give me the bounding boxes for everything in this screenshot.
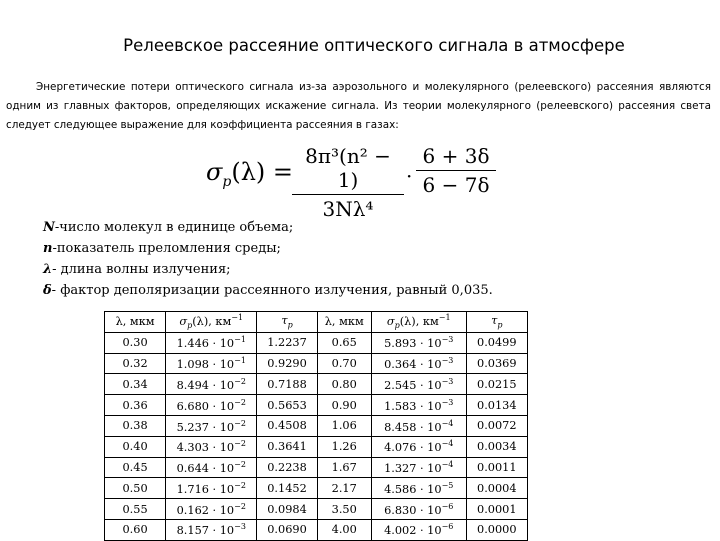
cell-sigma: $0.364 \cdot 10^{-3}$ bbox=[371, 353, 466, 374]
cell-tau: 0.9290 bbox=[257, 353, 317, 374]
cell-tau: 1.2237 bbox=[257, 332, 317, 353]
formula-lhs bbox=[206, 158, 293, 190]
cell-sigma: $8.157 \cdot 10^{-3}$ bbox=[166, 519, 257, 540]
formula-dot: · bbox=[406, 164, 413, 188]
cell-tau: 0.0690 bbox=[257, 519, 317, 540]
definition-line bbox=[43, 217, 493, 238]
definition-text: -показатель преломления среды; bbox=[52, 241, 281, 256]
header-tau-1: $\tau_p$ bbox=[257, 312, 317, 333]
cell-tau: 0.4508 bbox=[257, 415, 317, 436]
cell-sigma: $8.458 \cdot 10^{-4}$ bbox=[371, 415, 466, 436]
cell-lambda: 0.65 bbox=[317, 332, 371, 353]
cell-tau: 0.0072 bbox=[466, 415, 527, 436]
cell-sigma: $6.680 \cdot 10^{-2}$ bbox=[166, 395, 257, 416]
definition-symbol: δ bbox=[43, 283, 52, 298]
definition-line bbox=[43, 259, 493, 280]
cell-lambda: 0.60 bbox=[105, 519, 166, 540]
cell-sigma: $4.002 \cdot 10^{-6}$ bbox=[371, 519, 466, 540]
table-row bbox=[105, 499, 528, 520]
cell-lambda: 0.55 bbox=[105, 499, 166, 520]
cell-tau: 0.0215 bbox=[466, 374, 527, 395]
rayleigh-formula bbox=[206, 144, 506, 221]
cell-tau: 0.0034 bbox=[466, 436, 527, 457]
header-lambda-2: λ, мкм bbox=[317, 312, 371, 333]
cell-tau: 0.5653 bbox=[257, 395, 317, 416]
cell-lambda: 1.26 bbox=[317, 436, 371, 457]
scattering-table bbox=[104, 311, 528, 541]
formula-fraction-2 bbox=[416, 144, 496, 197]
header-sigma-2: $\sigma_p(\lambda)$, $км^{-1}$ bbox=[371, 312, 466, 333]
cell-lambda: 4.00 bbox=[317, 519, 371, 540]
definition-symbol: λ bbox=[43, 262, 53, 277]
formula-lhs-arg: (λ) = bbox=[231, 158, 294, 186]
cell-lambda: 2.17 bbox=[317, 478, 371, 499]
cell-lambda: 0.90 bbox=[317, 395, 371, 416]
definition-text: - длина волны излучения; bbox=[52, 262, 231, 277]
cell-sigma: $1.716 \cdot 10^{-2}$ bbox=[166, 478, 257, 499]
formula-sigma: σ bbox=[206, 158, 223, 186]
cell-sigma: $1.098 \cdot 10^{-1}$ bbox=[166, 353, 257, 374]
cell-tau: 0.0000 bbox=[466, 519, 527, 540]
cell-lambda: 3.50 bbox=[317, 499, 371, 520]
cell-sigma: $8.494 \cdot 10^{-2}$ bbox=[166, 374, 257, 395]
cell-sigma: $1.583 \cdot 10^{-3}$ bbox=[371, 395, 466, 416]
cell-sigma: $1.327 \cdot 10^{-4}$ bbox=[371, 457, 466, 478]
cell-lambda: 0.80 bbox=[317, 374, 371, 395]
definition-symbol: N bbox=[43, 220, 55, 235]
table-header-row bbox=[105, 312, 528, 333]
table-row bbox=[105, 519, 528, 540]
cell-sigma: $1.446 \cdot 10^{-1}$ bbox=[166, 332, 257, 353]
formula-sigma-sub: p bbox=[222, 173, 232, 190]
header-sigma-1: $\sigma_p(\lambda)$, $км^{-1}$ bbox=[166, 312, 257, 333]
cell-tau: 0.3641 bbox=[257, 436, 317, 457]
table-row bbox=[105, 457, 528, 478]
header-lambda-1: λ, мкм bbox=[105, 312, 166, 333]
definition-text: - фактор деполяризации рассеянного излучения, равный 0,035. bbox=[51, 283, 493, 298]
cell-lambda: 0.32 bbox=[105, 353, 166, 374]
fraction-2-numerator: 6 + 3δ bbox=[422, 144, 490, 168]
cell-lambda: 1.67 bbox=[317, 457, 371, 478]
cell-tau: 0.2238 bbox=[257, 457, 317, 478]
cell-sigma: $4.076 \cdot 10^{-4}$ bbox=[371, 436, 466, 457]
cell-lambda: 0.36 bbox=[105, 395, 166, 416]
cell-lambda: 0.50 bbox=[105, 478, 166, 499]
table-row bbox=[105, 415, 528, 436]
cell-sigma: $5.237 \cdot 10^{-2}$ bbox=[166, 415, 257, 436]
cell-lambda: 0.30 bbox=[105, 332, 166, 353]
cell-tau: 0.0369 bbox=[466, 353, 527, 374]
cell-sigma: $0.644 \cdot 10^{-2}$ bbox=[166, 457, 257, 478]
cell-lambda: 1.06 bbox=[317, 415, 371, 436]
table-body bbox=[105, 332, 528, 540]
cell-tau: 0.0984 bbox=[257, 499, 317, 520]
fraction-1-denominator: 3Nλ⁴ bbox=[322, 197, 374, 221]
definition-line bbox=[43, 238, 493, 259]
definition-line bbox=[43, 280, 493, 301]
slide-title: Релеевское рассеяние оптического сигнала в атмосфере bbox=[123, 36, 625, 55]
cell-tau: 0.0134 bbox=[466, 395, 527, 416]
table-row bbox=[105, 374, 528, 395]
cell-sigma: $4.586 \cdot 10^{-5}$ bbox=[371, 478, 466, 499]
cell-sigma: $6.830 \cdot 10^{-6}$ bbox=[371, 499, 466, 520]
fraction-1-bar bbox=[292, 194, 404, 195]
cell-sigma: $4.303 \cdot 10^{-2}$ bbox=[166, 436, 257, 457]
fraction-2-denominator: 6 − 7δ bbox=[422, 173, 490, 197]
cell-lambda: 0.45 bbox=[105, 457, 166, 478]
cell-sigma: $0.162 \cdot 10^{-2}$ bbox=[166, 499, 257, 520]
cell-lambda: 0.40 bbox=[105, 436, 166, 457]
intro-paragraph: Энергетические потери оптического сигнала из-за аэрозольного и молекулярного (релеевского) рассеяния являются одним из главных факторов, определяющих искажение сигнала. Из теории молекулярного (релеевского) рассеяния света следует следующее выражение для коэффициента рассеяния в газах: bbox=[6, 81, 711, 131]
fraction-2-bar bbox=[416, 170, 496, 171]
symbol-definitions bbox=[43, 217, 493, 301]
cell-sigma: $2.545 \cdot 10^{-3}$ bbox=[371, 374, 466, 395]
cell-sigma: $5.893 \cdot 10^{-3}$ bbox=[371, 332, 466, 353]
cell-tau: 0.0004 bbox=[466, 478, 527, 499]
table-row bbox=[105, 395, 528, 416]
cell-tau: 0.1452 bbox=[257, 478, 317, 499]
header-tau-2: $\tau_p$ bbox=[466, 312, 527, 333]
table-row bbox=[105, 436, 528, 457]
fraction-1-numerator: 8π³(n² − 1) bbox=[305, 144, 391, 192]
cell-tau: 0.0011 bbox=[466, 457, 527, 478]
cell-tau: 0.7188 bbox=[257, 374, 317, 395]
cell-tau: 0.0001 bbox=[466, 499, 527, 520]
cell-lambda: 0.34 bbox=[105, 374, 166, 395]
definition-symbol: n bbox=[43, 241, 53, 256]
formula-fraction-1 bbox=[292, 144, 404, 221]
cell-lambda: 0.70 bbox=[317, 353, 371, 374]
cell-tau: 0.0499 bbox=[466, 332, 527, 353]
table-row bbox=[105, 478, 528, 499]
table-row bbox=[105, 332, 528, 353]
definition-text: -число молекул в единице объема; bbox=[54, 220, 294, 235]
table-row bbox=[105, 353, 528, 374]
cell-lambda: 0.38 bbox=[105, 415, 166, 436]
